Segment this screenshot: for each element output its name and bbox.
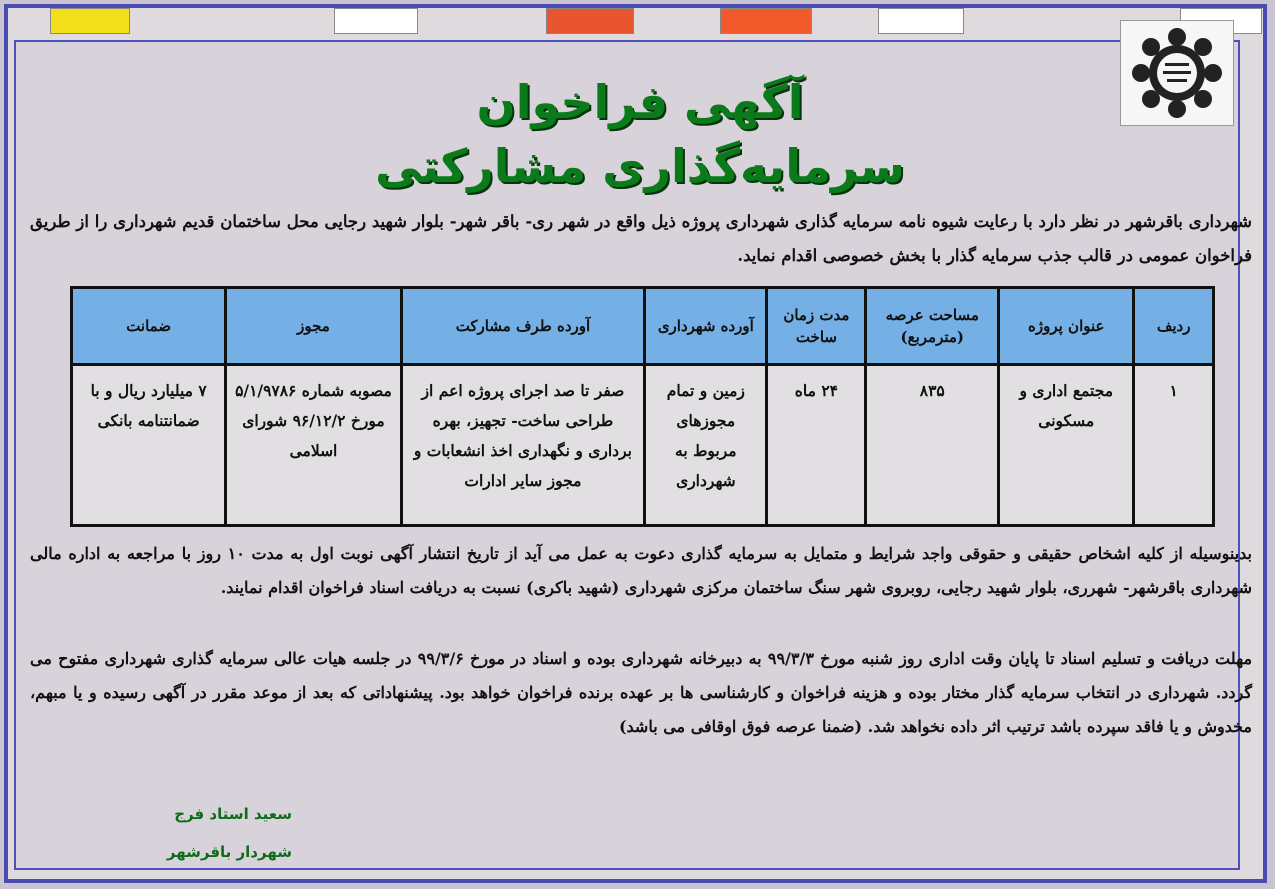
- cell-partner-contribution: صفر تا صد اجرای پروژه اعم از طراحی ساخت- تجهیز، بهره برداری و نگهداری اخذ انشعابات و مجوز سایر ادارات: [401, 365, 644, 526]
- announcement-title: [300, 70, 980, 198]
- cell-guarantee: ۷ میلیارد ریال و با ضمانتنامه بانکی: [72, 365, 226, 526]
- table-row: [72, 365, 1214, 526]
- signature-block: [72, 795, 292, 871]
- cell-duration: ۲۴ ماه: [767, 365, 866, 526]
- color-swatch-red: [546, 8, 634, 34]
- table-header-row: [72, 288, 1214, 365]
- header-municipality-contribution: آورده شهرداری: [645, 288, 767, 365]
- cell-project-title: مجتمع اداری و مسکونی: [999, 365, 1134, 526]
- cell-row-no: ۱: [1134, 365, 1214, 526]
- cell-permit: مصوبه شماره ۵/۱/۹۷۸۶ مورخ ۹۶/۱۲/۲ شورای اسلامی: [226, 365, 401, 526]
- signer-name: سعید استاد فرج: [174, 805, 292, 823]
- color-swatch-orange: [720, 8, 812, 34]
- project-table: [70, 286, 1215, 527]
- header-duration: مدت زمان ساخت: [767, 288, 866, 365]
- header-project-title: عنوان پروژه: [999, 288, 1134, 365]
- title-line-2: سرمایه‌گذاری مشارکتی: [375, 139, 905, 193]
- header-area: مساحت عرصه (مترمربع): [866, 288, 999, 365]
- invitation-paragraph: بدینوسیله از کلیه اشخاص حقیقی و حقوقی واجد شرایط و متمایل به سرمایه گذاری دعوت به عمل می آید از تاریخ انتشار آگهی نوبت اول به مدت ۱۰ روز با مراجعه به اداره مالی شهرداری باقرشهر- شهرری، بلوار شهید رجایی، روبروی شهر سنگ ساختمان مرکزی شهرداری (شهید باکری) نسبت به دریافت اسناد فراخوان اقدام نمایند.: [30, 544, 1253, 597]
- signer-role: شهردار باقرشهر: [166, 843, 292, 861]
- deadline-paragraph: مهلت دریافت و تسلیم اسناد تا پایان وقت اداری روز شنبه مورخ ۹۹/۳/۳ به دبیرخانه شهرداری بوده و اسناد در مورخ ۹۹/۳/۶ در جلسه هیات عالی سرمایه گذاری شهرداری مفتوح می گردد. شهرداری در انتخاب سرمایه گذار مختار بوده و هزینه فراخوان و کارشناسی ها بر عهده برنده فراخوان خواهد بود. پیشنهاداتی که بعد از موعد مقرر در آگهی رسیده و یا مبهم، مخدوش و یا فاقد سپرده باشد ترتیب اثر داده نخواهد شد. (ضمنا عرصه فوق اوقافی می باشد): [30, 649, 1253, 736]
- header-permit: مجوز: [226, 288, 401, 365]
- color-swatch-white-2: [878, 8, 964, 34]
- cell-municipality-contribution: زمین و تمام مجوزهای مربوط به شهرداری: [645, 365, 767, 526]
- title-line-1: آگهی فراخوان: [476, 75, 804, 129]
- intro-paragraph: شهرداری باقرشهر در نظر دارد با رعایت شیوه نامه سرمایه گذاری شهرداری پروژه ذیل واقع در شهر ری- باقر شهر- بلوار شهید رجایی محل ساختمان قدیم شهرداری را از طریق فراخوان عمومی در قالب جذب سرمایه گذار با بخش خصوصی اقدام نماید.: [30, 212, 1252, 265]
- cell-area: ۸۳۵: [866, 365, 999, 526]
- color-swatch-white: [334, 8, 418, 34]
- color-swatch-yellow: [50, 8, 130, 34]
- header-guarantee: ضمانت: [72, 288, 226, 365]
- header-row-no: ردیف: [1134, 288, 1214, 365]
- header-partner-contribution: آورده طرف مشارکت: [401, 288, 644, 365]
- municipality-logo-icon: [1120, 20, 1234, 126]
